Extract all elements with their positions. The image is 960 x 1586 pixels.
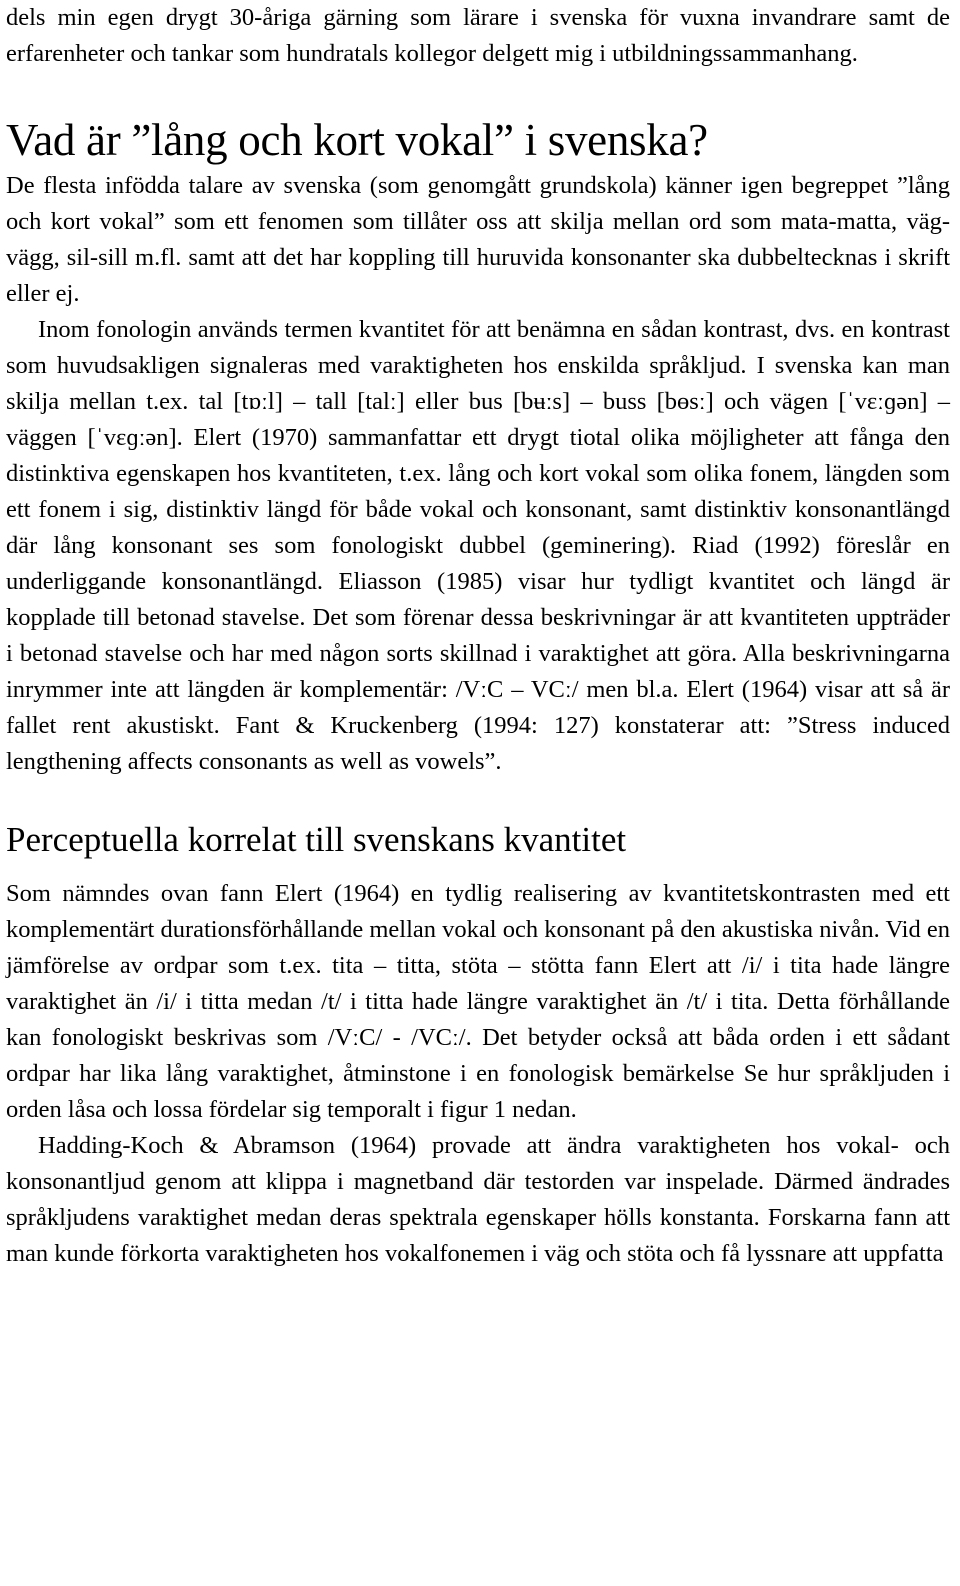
body-paragraph: Hadding-Koch & Abramson (1964) provade att ändra varaktigheten hos vokal- och konsonantljud genom att klippa i magnetband där testorden var inspelade. Därmed ändrades språkljudens varaktighet medan deras spektrala egenskaper hölls konstanta. Forskarna fann att man kunde förkorta varaktigheten hos vokalfonemen i väg och stöta och få lyssnare att uppfatta: [6, 1132, 950, 1267]
body-paragraph: Som nämndes ovan fann Elert (1964) en tydlig realisering av kvantitetskontrasten med ett komplementärt durationsförhållande mellan vokal och konsonant på den akustiska nivån. Vid en jämförelse av ordpar som t.ex. tita – titta, stöta – stötta fann Elert att /i/ i tita hade längre varaktighet än /i/ i titta medan /t/ i titta hade längre varaktighet än /t/ i tita. Detta förhållande kan fonologiskt beskrivas som /VːC/ - /VCː/. Det betyder också att båda orden i ett sådant ordpar har lika lång varaktighet, åtminstone i en fonologisk bemärkelse Se hur språkljuden i orden låsa och lossa fördelar sig temporalt i figur 1 nedan.: [6, 880, 950, 1123]
body-paragraph: Inom fonologin används termen kvantitet för att benämna en sådan kontrast, dvs. en kontrast som huvudsakligen signaleras med varaktigheten hos enskilda språkljud. I svenska kan man skilja mellan t.ex. tal [tɒːl] – tall [talː] eller bus [bʉːs] – buss [bɵsː] och vägen [ˈvɛːɡən] – väggen [ˈvɛɡːən]. Elert (1970) sammanfattar ett drygt tiotal olika möjligheter att fånga den distinktiva egenskapen hos kvantiteten, t.ex. lång och kort vokal som olika fonem, längden som ett fonem i sig, distinktiv längd för både vokal och konsonant, samt distinktiv konsonantlängd där lång konsonant ses som fonologiskt dubbel (geminering). Riad (1992) föreslår en underliggande konsonantlängd. Eliasson (1985) visar hur tydligt kvantitet och längd är kopplade till betonad stavelse. Det som förenar dessa beskrivningar är att kvantiteten uppträder i betonad stavelse och har med någon sorts skillnad i varaktighet att göra. Alla beskrivningarna inrymmer inte att längden är komplementär: /VːC – VCː/ men bl.a. Elert (1964) visar att så är fallet rent akustiskt. Fant & Kruckenberg (1994: 127) konstaterar att: ”Stress induced lengthening affects consonants as well as vowels”.: [6, 316, 950, 775]
body-paragraph: De flesta infödda talare av svenska (som genomgått grundskola) känner igen begreppet ”lång och kort vokal” som ett fenomen som tillåter oss att skilja mellan ord som mata-matta, väg-vägg, sil-sill m.fl. samt att det har koppling till huruvida konsonanter ska dubbeltecknas i skrift eller ej.: [6, 172, 950, 307]
intro-paragraph: dels min egen drygt 30-åriga gärning som lärare i svenska för vuxna invandrare samt de erfarenheter och tankar som hundratals kollegor delgett mig i utbildningssammanhang.: [6, 4, 950, 67]
section-heading-perceptual-correlates: Perceptuella korrelat till svenskans kvantitet: [6, 820, 627, 859]
section-heading-vowel-length: Vad är ”lång och kort vokal” i svenska?: [6, 115, 708, 165]
